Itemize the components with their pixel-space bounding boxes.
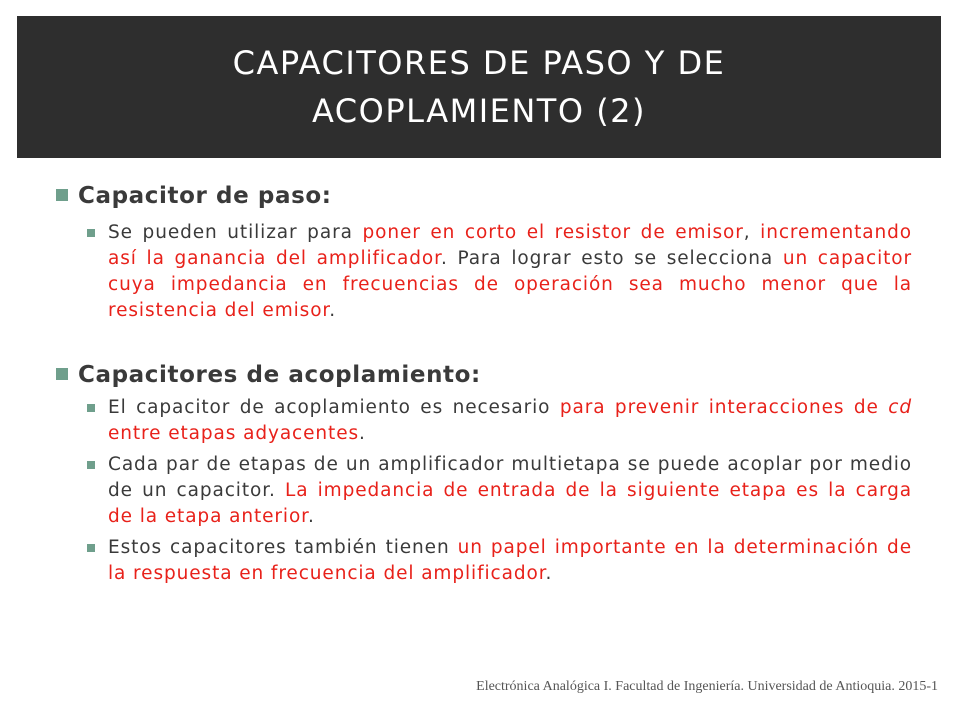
small-square-bullet-icon — [87, 229, 95, 237]
bullet-text: . — [545, 563, 553, 584]
highlight-text-italic: cd — [888, 397, 912, 418]
small-square-bullet-icon — [87, 461, 95, 469]
slide-title-line-2: ACOPLAMIENTO (2) — [311, 92, 647, 130]
square-bullet-icon — [56, 368, 68, 380]
highlight-text: entre etapas adyacentes — [108, 423, 360, 444]
small-square-bullet-icon — [87, 544, 95, 552]
slide-title-line-1: CAPACITORES DE PASO Y DE — [232, 44, 726, 82]
square-bullet-icon — [56, 189, 68, 201]
slide-footer: Electrónica Analógica I. Facultad de Ingeniería. Universidad de Antioquia. 2015-1 — [476, 679, 938, 694]
slide-content — [56, 180, 912, 587]
section-heading-text: Capacitores de acoplamiento: — [78, 362, 481, 388]
bullet-item-acoplamiento-1 — [56, 395, 912, 447]
bullet-text: . — [329, 300, 337, 321]
bullet-text: , — [743, 222, 761, 243]
section-heading-text: Capacitor de paso: — [78, 183, 332, 209]
highlight-text: un papel importante en la determinación de la respuesta en frecuencia del amplificador — [108, 537, 912, 584]
highlight-text: incrementando así la ganancia del amplificador — [108, 222, 912, 269]
section-heading-capacitor-de-paso — [56, 180, 912, 212]
bullet-item-acoplamiento-3 — [56, 535, 912, 587]
small-square-bullet-icon — [87, 404, 95, 412]
bullet-item-paso-1 — [56, 220, 912, 324]
bullet-item-acoplamiento-2 — [56, 452, 912, 530]
bullet-text: Estos capacitores también tienen — [108, 537, 458, 558]
bullet-text: . Para lograr esto se selecciona — [440, 248, 783, 269]
title-band — [17, 16, 941, 158]
highlight-text: La impedancia de entrada de la siguiente etapa es la carga de la etapa anterior — [108, 480, 913, 527]
bullet-text: . — [359, 423, 366, 444]
bullet-text: El capacitor de acoplamiento es necesario — [108, 397, 560, 418]
highlight-text: un capacitor cuya impedancia en frecuencias de operación sea mucho menor que la resistencia del emisor — [108, 248, 912, 321]
highlight-text: poner en corto el resistor de emisor — [362, 222, 744, 243]
bullet-text: Cada par de etapas de un amplificador multietapa se puede acoplar por medio de un capacitor. — [108, 454, 912, 501]
section-heading-capacitores-de-acoplamiento — [56, 359, 912, 391]
bullet-text: . — [307, 506, 315, 527]
bullet-text: Se pueden utilizar para — [108, 222, 363, 243]
highlight-text: para prevenir interacciones de — [559, 397, 889, 418]
